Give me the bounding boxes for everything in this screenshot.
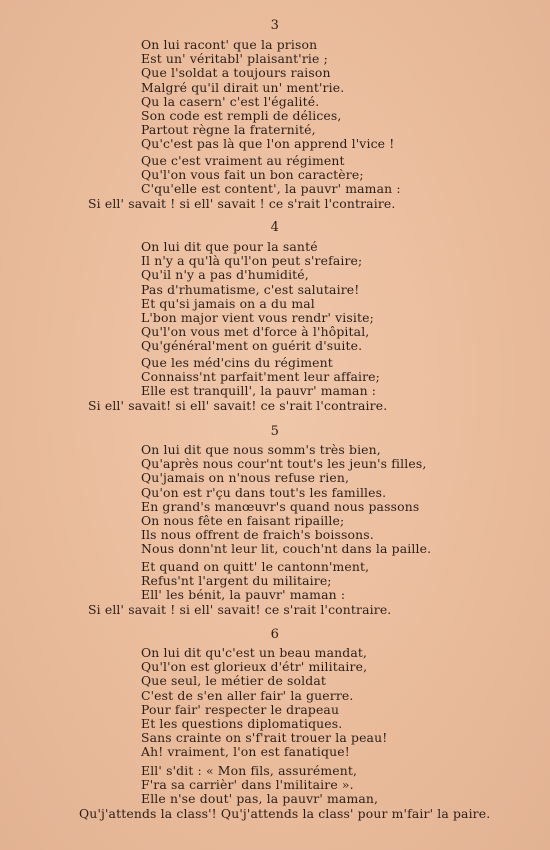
stanza-refrain [88, 355, 388, 413]
verse-line: Qu'l'on est glorieux d'étr' militaire, [141, 659, 368, 675]
verse-line: En grand's manœuvr's quand nous passons [141, 498, 420, 514]
verse-line: Est un' véritabl' plaisant'rie ; [141, 51, 328, 67]
verse-line: Qu'on est r'çu dans tout's les familles. [141, 484, 387, 500]
verse-line: Qu'il n'y a pas d'humidité, [141, 267, 309, 283]
stanza-verse [141, 240, 374, 354]
refrain-line: Elle est tranquill', la pauvr' maman : [141, 383, 377, 399]
refrain-line: Elle n'se dout' pas, la pauvr' maman, [141, 791, 379, 807]
verse-line: Sans crainte on s'f'rait trouer la peau! [141, 730, 388, 746]
verse-line: On lui dit qu'c'est un beau mandat, [141, 645, 368, 660]
refrain-line: Et quand on quitt' le cantonn'ment, [141, 559, 370, 574]
verse-line: Qu la casern' c'est l'égalité. [141, 93, 320, 109]
stanza-verse [141, 646, 387, 760]
verse-line: Qu'après nous cour'nt tout's les jeun's filles, [141, 456, 427, 472]
refrain-line: Qu'j'attends la class'! Qu'j'attends la class' pour m'fair' la paire. [79, 805, 491, 821]
verse-line: On nous fête en faisant ripaille; [141, 512, 345, 528]
stanza-refrain [88, 559, 392, 617]
verse-line: Et les questions diplomatiques. [141, 715, 343, 731]
verse-line: Nous donn'nt leur lit, couch'nt dans la paille. [141, 541, 432, 557]
refrain-line: Connaiss'nt parfait'ment leur affaire; [141, 369, 380, 385]
stanza-number: 5 [270, 424, 280, 439]
refrain-line: Que c'est vraiment au régiment [141, 153, 345, 168]
verse-line: Malgré qu'il dirait un' ment'rie. [141, 79, 345, 95]
verse-line: On lui racont' que la prison [141, 37, 318, 52]
verse-line: Qu'l'on vous met d'force à l'hôpital, [141, 324, 370, 340]
verse-line: Son code est rempli de délices, [141, 107, 342, 123]
stanza-verse [141, 38, 394, 152]
verse-line: Il n'y a qu'là qu'l'on peut s'refaire; [141, 253, 363, 269]
verse-line: L'bon major vient vous rendr' visite; [141, 309, 374, 325]
refrain-line: Si ell' savait ! si ell' savait! ce s'rait l'contraire. [88, 601, 392, 617]
verse-line: Ah! vraiment, l'on est fanatique! [141, 744, 350, 760]
verse-line: On lui dit que pour la santé [141, 239, 318, 254]
refrain-line: Ell' les bénit, la pauvr' maman : [141, 587, 346, 603]
verse-line: Qu'général'ment on guérit d'suite. [141, 338, 363, 354]
refrain-line: F'ra sa carrièr' dans l'militaire ». [141, 777, 354, 793]
refrain-line: Si ell' savait! si ell' savait! ce s'rait l'contraire. [88, 397, 388, 413]
refrain-line: C'qu'elle est content', la pauvr' maman : [141, 181, 401, 197]
refrain-line: Si ell' savait ! si ell' savait ! ce s'rait l'contraire. [88, 195, 396, 211]
stanza-number: 6 [270, 627, 280, 642]
refrain-line: Qu'l'on vous fait un bon caractère; [141, 167, 364, 183]
stanza-refrain [88, 153, 401, 211]
verse-line: Que l'soldat a toujours raison [141, 65, 331, 81]
stanza-number: 3 [270, 18, 280, 33]
stanza-refrain [79, 763, 491, 821]
verse-line: On lui dit que nous somm's très bien, [141, 442, 381, 457]
verse-line: Pour fair' respecter le drapeau [141, 701, 340, 717]
refrain-line: Ell' s'dit : « Mon fils, assurément, [141, 763, 358, 778]
verse-line: Ils nous offrent de fraich's boissons. [141, 527, 374, 543]
verse-line: Qu'jamais on n'nous refuse rien, [141, 470, 350, 486]
verse-line: Et qu'si jamais on a du mal [141, 295, 315, 311]
stanza-number: 4 [270, 220, 280, 235]
verse-line: Pas d'rhumatisme, c'est salutaire! [141, 281, 360, 297]
stanza-verse [141, 443, 431, 557]
verse-line: C'est de s'en aller fair' la guerre. [141, 687, 354, 703]
refrain-line: Refus'nt l'argent du militaire; [141, 573, 332, 589]
verse-line: Que seul, le métier de soldat [141, 673, 327, 689]
verse-line: Qu'c'est pas là que l'on apprend l'vice ! [141, 136, 395, 152]
refrain-line: Que les méd'cins du régiment [141, 355, 333, 370]
verse-line: Partout règne la fraternité, [141, 122, 316, 138]
